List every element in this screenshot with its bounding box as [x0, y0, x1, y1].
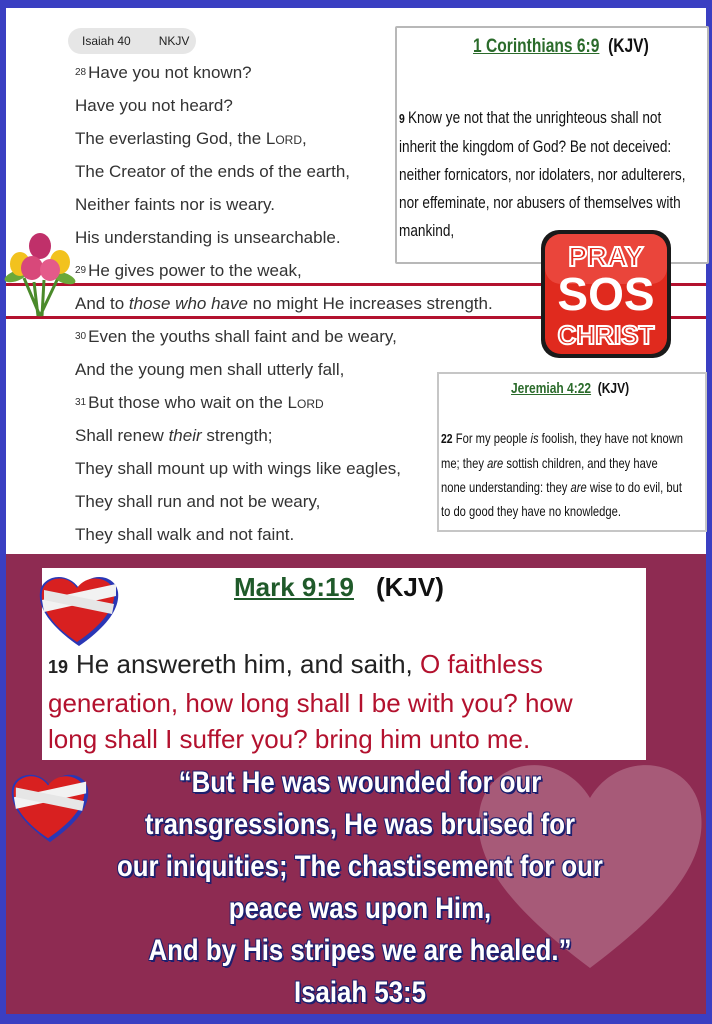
- verse-line: [75, 129, 307, 149]
- mark-verse-number: 19: [48, 657, 69, 677]
- verse-text: ,: [302, 129, 307, 148]
- pray-sos-christ-badge: [541, 230, 671, 358]
- verse-text: They shall walk and not faint.: [75, 525, 295, 544]
- verse-italic: their: [168, 426, 202, 445]
- verse-text: But those who wait on the: [88, 393, 288, 412]
- mark-words-of-christ: generation, how long shall I be with you? how: [48, 688, 573, 718]
- verse-text: The Creator of the ends of the earth,: [75, 162, 350, 181]
- passage-book: Isaiah 40: [82, 34, 131, 48]
- verse-text: Even the youths shall faint and be weary,: [88, 327, 397, 346]
- frame-top: [0, 0, 712, 8]
- badge-graphic: [541, 230, 671, 358]
- verse-text: His understanding is unsearchable.: [75, 228, 341, 247]
- verse-line: [75, 228, 341, 248]
- badge-line-1: PRAY: [568, 241, 644, 272]
- verse-text: And the young men shall utterly fall,: [75, 360, 345, 379]
- jeremiah-text-part: none understanding: they: [441, 479, 571, 495]
- jeremiah-line: to do good they have no knowledge.: [441, 503, 621, 519]
- mark-version: (KJV): [375, 572, 444, 602]
- jeremiah-italic: is: [530, 430, 539, 446]
- verse-text: Have you not heard?: [75, 96, 233, 115]
- corinthians-reference[interactable]: 1 Corinthians 6:9: [473, 36, 600, 57]
- badge-line-2: SOS: [557, 268, 655, 320]
- mark-words-of-christ: O faithless: [420, 649, 543, 679]
- quote-reference: Isaiah 53:5: [294, 976, 426, 1009]
- verse-text: Have you not known?: [88, 63, 252, 82]
- verse-line: [75, 96, 233, 116]
- verse-text: They shall run and not be weary,: [75, 492, 321, 511]
- verse-line: [75, 294, 493, 314]
- badge-line-3: CHRIST: [557, 320, 655, 350]
- verse-line: [75, 393, 324, 413]
- corinthians-line: Know ye not that the unrighteous shall not: [407, 108, 662, 127]
- quote-line: “But He was wounded for our: [178, 766, 542, 799]
- quote-line: And by His stripes we are healed.”: [148, 934, 572, 967]
- mark-text: [48, 646, 648, 757]
- jeremiah-italic: are: [570, 479, 587, 495]
- corinthians-verse-number: 9: [399, 111, 405, 126]
- mark-reference[interactable]: Mark 9:19: [234, 572, 354, 602]
- jeremiah-title: [511, 380, 629, 397]
- verse-text: Neither faints nor is weary.: [75, 195, 275, 214]
- bandaged-heart-icon: [36, 568, 122, 650]
- jeremiah-text: [441, 426, 705, 523]
- verse-line: [75, 426, 273, 446]
- verse-text: They shall mount up with wings like eagles,: [75, 459, 401, 478]
- verse-line: [75, 195, 275, 215]
- jeremiah-text-part: sottish children, and they have: [503, 455, 658, 471]
- mark-card: [42, 568, 646, 760]
- verse-italic: those who have: [128, 294, 248, 313]
- verse-text: And to: [75, 294, 129, 313]
- passage-version: NKJV: [158, 34, 190, 48]
- corinthians-title: [473, 36, 649, 58]
- corinthians-text: [399, 104, 703, 245]
- jeremiah-version: (KJV): [597, 380, 630, 397]
- jeremiah-text-part: wise to do evil, but: [586, 479, 682, 495]
- flower-bouquet-icon: [4, 232, 76, 318]
- quote-line: peace was upon Him,: [228, 892, 492, 925]
- verse-line: [75, 327, 397, 347]
- quote-line: transgressions, He was bruised for: [144, 808, 576, 841]
- jeremiah-reference[interactable]: Jeremiah 4:22: [511, 380, 592, 397]
- jeremiah-text-part: me; they: [441, 455, 488, 471]
- quote-line: our iniquities; The chastisement for our: [117, 850, 603, 883]
- bandaged-heart-icon: [8, 766, 92, 846]
- verse-line: [75, 63, 252, 83]
- corinthians-line: neither fornicators, nor idolaters, nor adulterers,: [399, 165, 686, 184]
- verse-number: 30: [75, 331, 87, 342]
- mark-words-of-christ: long shall I suffer you? bring him unto me.: [48, 724, 531, 754]
- verse-text: He gives power to the weak,: [88, 261, 302, 280]
- verse-line: [75, 492, 320, 512]
- verse-text: strength;: [201, 426, 273, 445]
- verse-line: [75, 459, 401, 479]
- verse-text: The everlasting God, the: [75, 129, 266, 148]
- jeremiah-text-part: For my people: [455, 430, 531, 446]
- isaiah-53-quote: [85, 762, 635, 1014]
- verse-line: [75, 162, 350, 182]
- jeremiah-text-part: foolish, they have not known: [538, 430, 684, 446]
- jeremiah-italic: are: [487, 455, 504, 471]
- verse-number: 28: [75, 67, 87, 78]
- mark-title: [234, 572, 444, 603]
- verse-line: [75, 525, 294, 545]
- verse-number: 31: [75, 397, 87, 408]
- jeremiah-card: [437, 372, 707, 532]
- verse-line: [75, 261, 302, 281]
- corinthians-version: (KJV): [608, 36, 649, 57]
- passage-reference-pill[interactable]: [68, 28, 196, 54]
- mark-text-part: He answereth him, and saith,: [76, 649, 420, 679]
- verse-text: no might He increases strength.: [247, 294, 493, 313]
- corinthians-line: nor effeminate, nor abusers of themselves with: [399, 193, 681, 212]
- frame-bottom: [0, 1014, 712, 1024]
- corinthians-line: mankind,: [399, 221, 455, 240]
- verse-text: Shall renew: [75, 426, 169, 445]
- verse-number: 29: [75, 265, 87, 276]
- corinthians-card: [395, 26, 709, 264]
- verse-divine-name: Lord: [265, 129, 303, 148]
- verse-line: [75, 360, 344, 380]
- corinthians-line: inherit the kingdom of God? Be not deceived:: [399, 137, 672, 156]
- verse-divine-name: Lord: [287, 393, 324, 412]
- jeremiah-verse-number: 22: [441, 431, 453, 446]
